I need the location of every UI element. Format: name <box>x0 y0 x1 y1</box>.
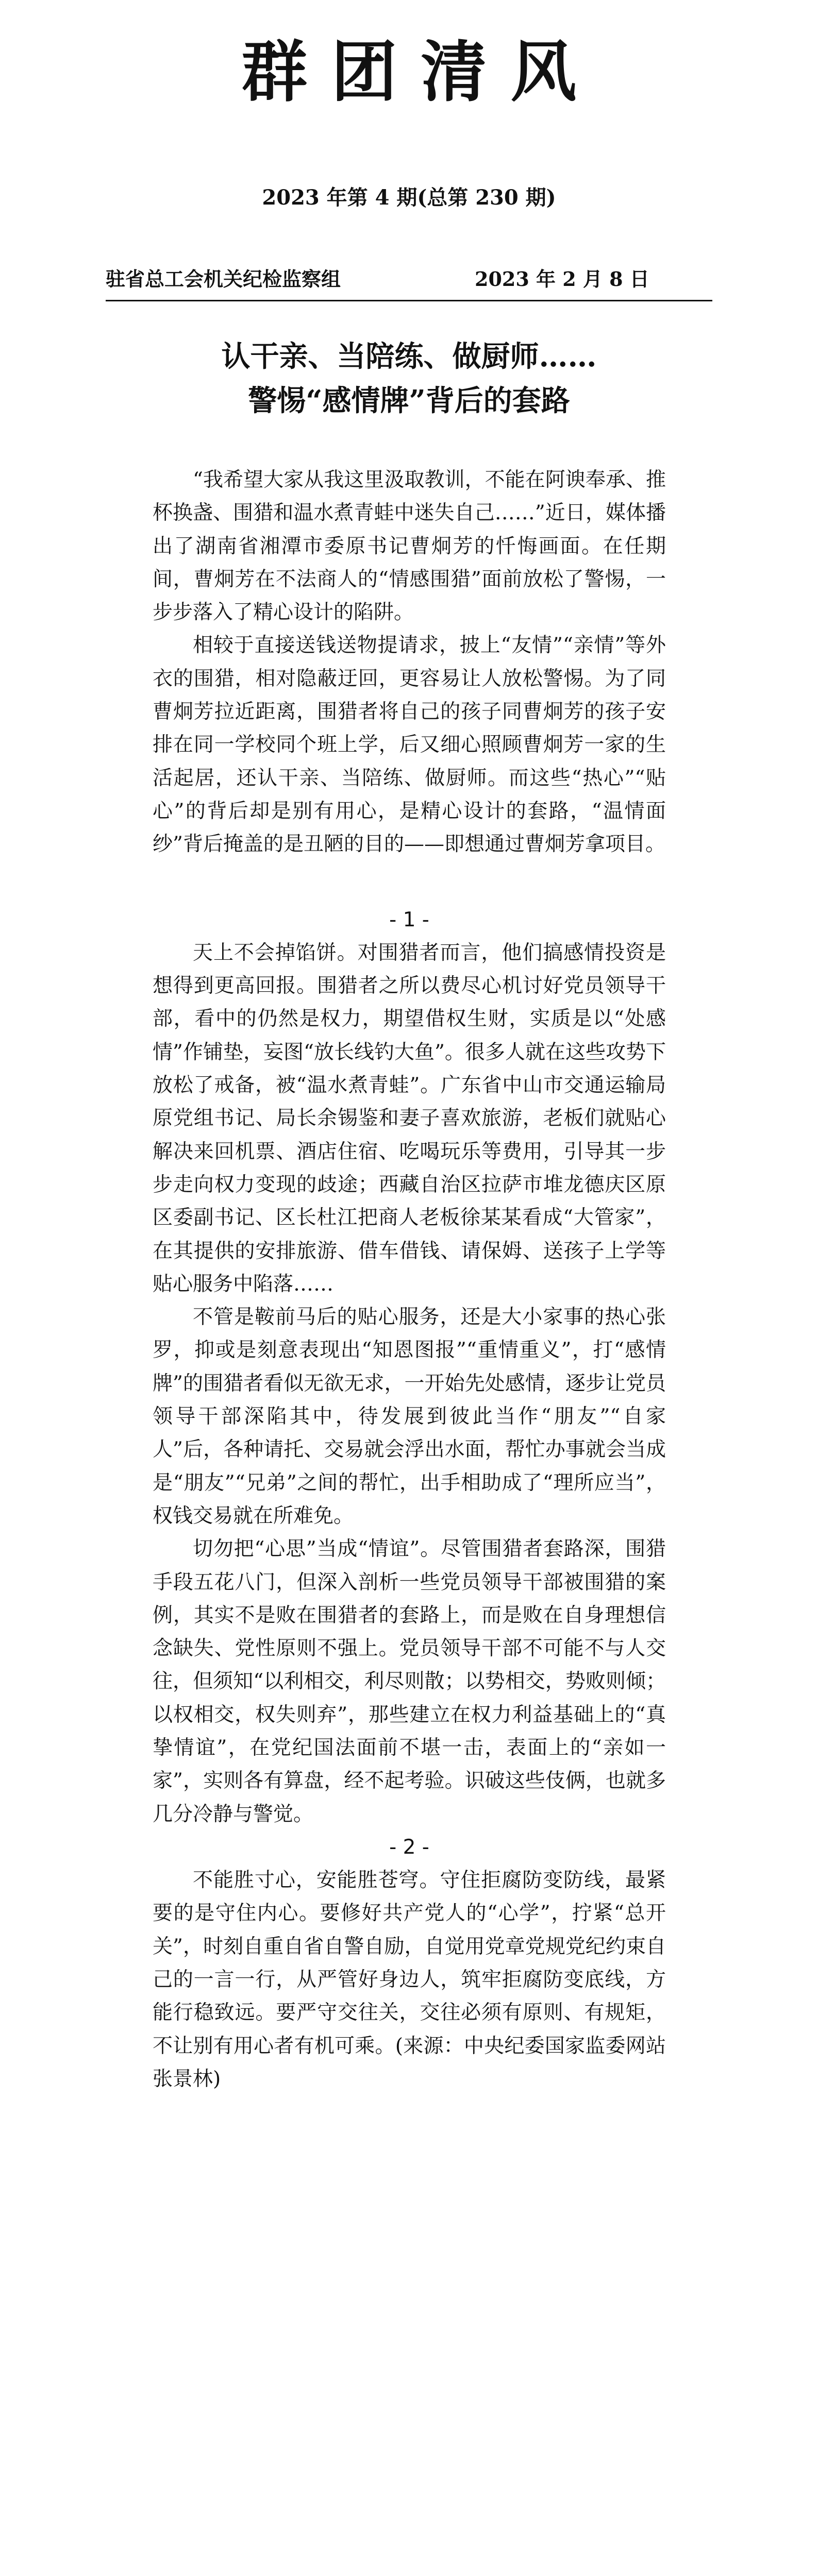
article-title-line-2: 警惕“感情牌”背后的套路 <box>248 384 570 418</box>
issuing-org: 驻省总工会机关纪检监察组 <box>106 267 341 291</box>
paragraph: 相较于直接送钱送物提请求，披上“友情”“亲情”等外衣的围猎，相对隐蔽迂回，更容易让人放松警惕。为了同曹炯芳拉近距离，围猎者将自己的孩子同曹炯芳的孩子安排在同一学校同个班上学，后又细心照顾曹炯芳一家的生活起居，还认干亲、当陪练、做厨师。而这些“热心”“贴心”的背后却是别有用心，是精心设计的套路，“温情面纱”背后掩盖的是丑陋的目的——即想通过曹炯芳拿项目。 <box>153 634 666 856</box>
article-title-line-1: 认干亲、当陪练、做厨师…… <box>221 340 597 374</box>
issue-number: 2023 年第 4 期(总第 230 期) <box>262 185 556 210</box>
masthead-title: 群团清风 <box>241 33 600 111</box>
article-body <box>153 464 687 2096</box>
issue-date: 2023 年 2 月 8 日 <box>475 267 649 291</box>
header-rule <box>106 300 712 301</box>
paragraph: “我希望大家从我这里汲取教训，不能在阿谀奉承、推杯换盏、围猎和温水煮青蛙中迷失自己……”近日，媒体播出了湖南省湘潭市委原书记曹炯芳的忏悔画面。在任期间，曹炯芳在不法商人的“情感围猎”面前放松了警惕，一步步落入了精心设计的陷阱。 <box>153 468 666 624</box>
page-marker: - 1 - <box>389 908 429 931</box>
paragraph: 天上不会掉馅饼。对围猎者而言，他们搞感情投资是想得到更高回报。围猎者之所以费尽心机讨好党员领导干部，看中的仍然是权力，期望借权生财，实质是以“处感情”作铺垫，妄图“放长线钓大鱼”。很多人就在这些攻势下放松了戒备，被“温水煮青蛙”。广东省中山市交通运输局原党组书记、局长余锡鉴和妻子喜欢旅游，老板们就贴心解决来回机票、酒店住宿、吃喝玩乐等费用，引导其一步步走向权力变现的歧途；西藏自治区拉萨市堆龙德庆区原区委副书记、区长杜江把商人老板徐某某看成“大管家”，在其提供的安排旅游、借车借钱、请保姆、送孩子上学等贴心服务中陷落…… <box>153 941 666 1296</box>
paragraph: 切勿把“心思”当成“情谊”。尽管围猎者套路深，围猎手段五花八门，但深入剖析一些党员领导干部被围猎的案例，其实不是败在围猎者的套路上，而是败在自身理想信念缺失、党性原则不强上。党员领导干部不可能不与人交往，但须知“以利相交，利尽则散；以势相交，势败则倾；以权相交，权失则弃”，那些建立在权力利益基础上的“真挚情谊”，在党纪国法面前不堪一击，表面上的“亲如一家”，实则各有算盘，经不起考验。识破这些伎俩，也就多几分冷静与警觉。 <box>153 1537 666 1826</box>
page-marker: - 2 - <box>389 1835 429 1859</box>
paragraph: 不管是鞍前马后的贴心服务，还是大小家事的热心张罗，抑或是刻意表现出“知恩图报”“重情重义”，打“感情牌”的围猎者看似无欲无求，一开始先处感情，逐步让党员领导干部深陷其中，待发展到彼此当作“朋友”“自家人”后，各种请托、交易就会浮出水面，帮忙办事就会当成是“朋友”“兄弟”之间的帮忙，出手相助成了“理所应当”，权钱交易就在所难免。 <box>153 1306 666 1528</box>
paragraph: 不能胜寸心，安能胜苍穹。守住拒腐防变防线，最紧要的是守住内心。要修好共产党人的“心学”，拧紧“总开关”，时刻自重自省自警自励，自觉用党章党规党纪约束自己的一言一行，从严管好身边人，筑牢拒腐防变底线，方能行稳致远。要严守交往关，交往必须有原则、有规矩，不让别有用心者有机可乘。(来源：中央纪委国家监委网站 张景林) <box>153 1869 687 2091</box>
